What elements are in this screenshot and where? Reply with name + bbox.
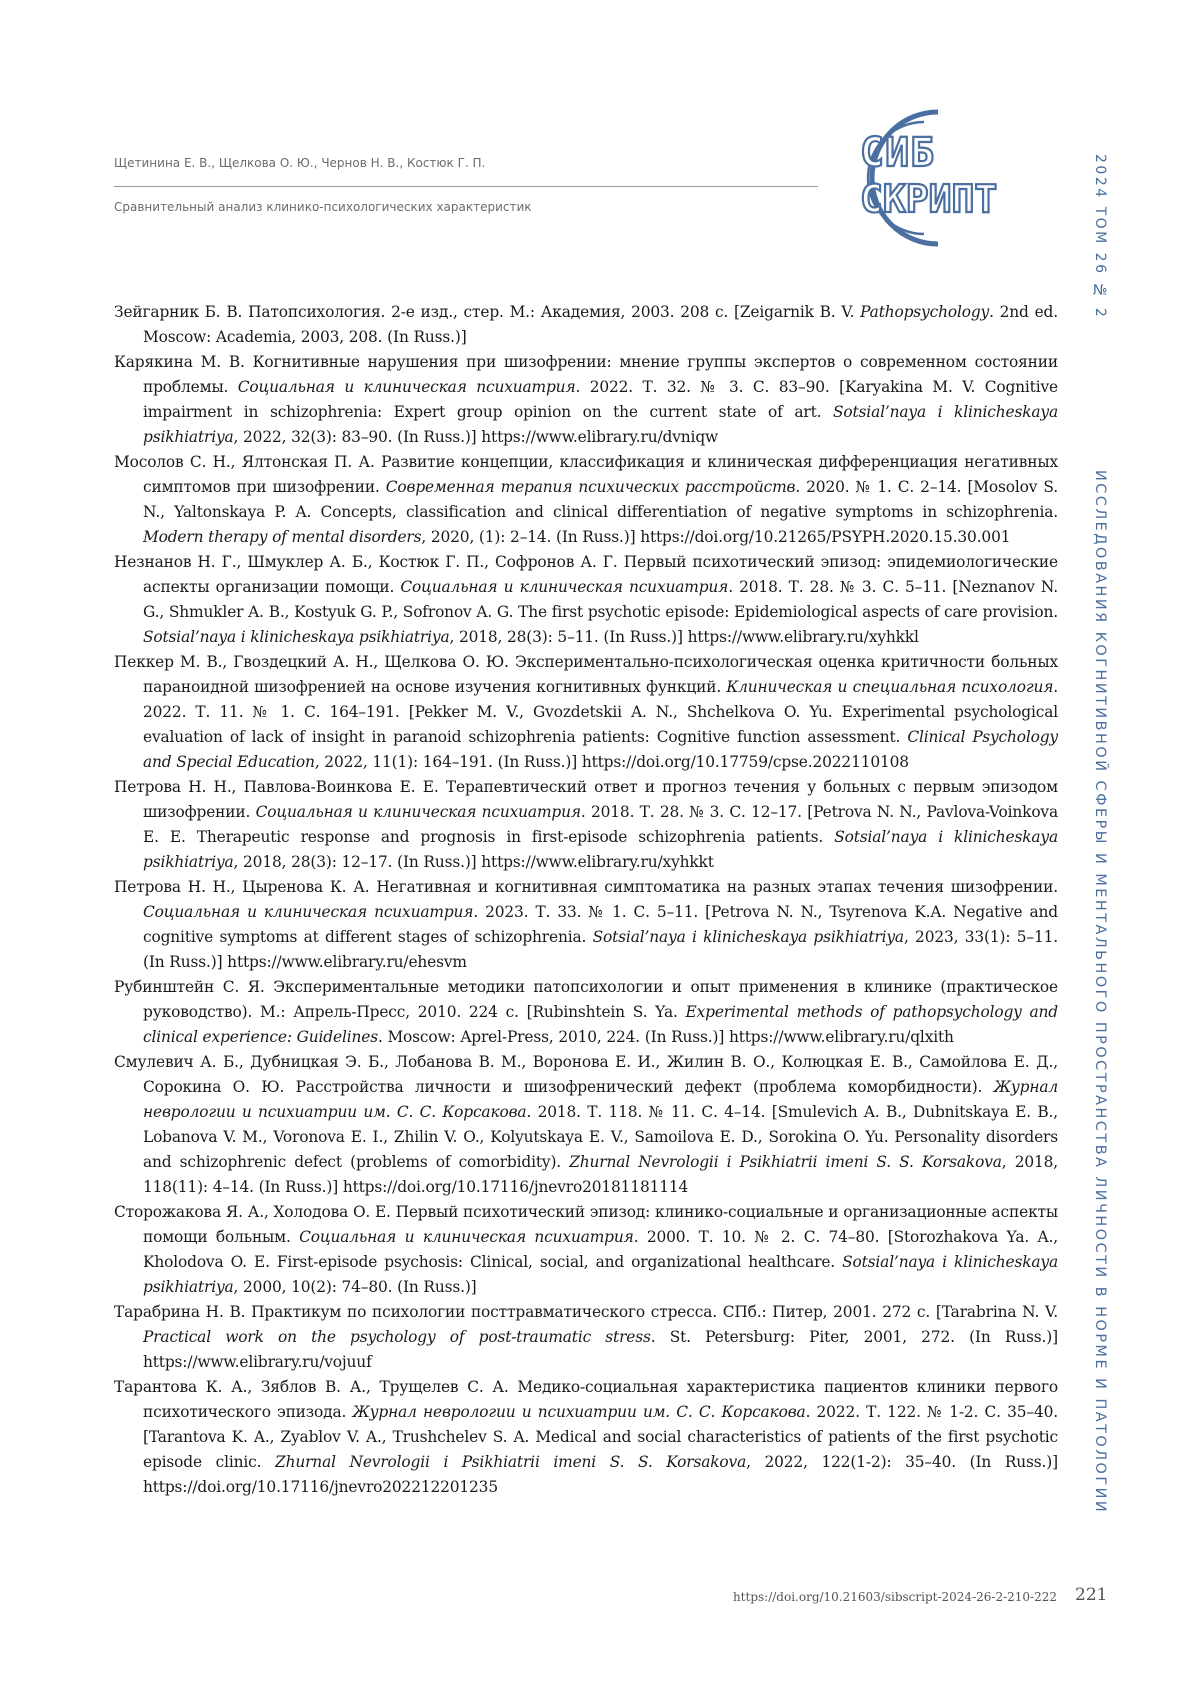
reference-italic-segment: Sotsial’naya i klinicheskaya psikhiatriya [143, 1253, 1058, 1296]
reference-italic-segment: Клиническая и специальная психология [726, 678, 1054, 696]
reference-italic-segment: Современная терапия психических расстройств [385, 478, 796, 496]
section-title: ИССЛЕДОВАНИЯ КОГНИТИВНОЙ СФЕРЫ И МЕНТАЛЬНОГО ПРОСТРАНСТВА ЛИЧНОСТИ В НОРМЕ И ПАТОЛОГИИ [1092, 470, 1108, 1515]
reference-text-segment: , 2018, 28(3): 12–17. (In Russ.)] https://www.elibrary.ru/xyhkkt [233, 853, 714, 871]
reference-item [114, 1200, 1058, 1300]
reference-text-segment: . 2023. Т. 33. № 1. С. 5–11. [Petrova N. N., Tsyrenova K.A. Negative and cognitive symptoms at different stages of schizophrenia. [143, 903, 1058, 946]
journal-issue-label: 2024 ТОМ 26 № 2 [1092, 154, 1108, 320]
reference-text-segment: . 2018. Т. 118. № 11. С. 4–14. [Smulevich A. B., Dubnitskaya E. B., Lobanova V. M., Voronova E. I., Zhilin V. O., Kolyutskaya E. V., Samoilova E. D., Sorokina O. Yu. Personality disorders and schizophrenic defect (problems of comorbidity). [143, 1103, 1058, 1171]
reference-italic-segment: Sotsial’naya i klinicheskaya psikhiatriya [143, 828, 1058, 871]
reference-item [114, 775, 1058, 875]
reference-text-segment: Петрова Н. Н., Павлова-Воинкова Е. Е. Терапевтический ответ и прогноз течения у больных с первым эпизодом шизофрении. [114, 778, 1058, 821]
reference-item [114, 300, 1058, 350]
reference-text-segment: Смулевич А. Б., Дубницкая Э. Б., Лобанова В. М., Воронова Е. И., Жилин В. О., Колюцкая Е. В., Самойлова Е. Д., Сорокина О. Ю. Расстройства личности и шизофренический дефект (проблема коморбидности). [114, 1053, 1058, 1096]
reference-text-segment: , 2018, 118(11): 4–14. (In Russ.)] https://doi.org/10.17116/jnevro20181181114 [143, 1153, 1059, 1196]
reference-text-segment: Сторожакова Я. А., Холодова О. Е. Первый психотический эпизод: клинико-социальные и организационные аспекты помощи больным. [114, 1203, 1058, 1246]
journal-logo [820, 104, 1070, 254]
reference-item [114, 975, 1058, 1050]
reference-italic-segment: Sotsial’naya i klinicheskaya psikhiatriya [143, 628, 450, 646]
reference-text-segment: . 2018. Т. 28. № 3. С. 5–11. [Neznanov N. G., Shmukler A. B., Kostyuk G. P., Sofronov A. G. The first psychotic episode: Epidemiological aspects of care provision. [143, 578, 1058, 621]
sidebar [1082, 0, 1122, 1697]
reference-italic-segment: Sotsial’naya i klinicheskaya psikhiatriya [592, 928, 904, 946]
reference-text-segment: , 2000, 10(2): 74–80. (In Russ.)] [233, 1278, 477, 1296]
running-header-subtitle: Сравнительный анализ клинико-психологических характеристик [114, 200, 532, 214]
reference-item [114, 350, 1058, 450]
reference-text-segment: . 2018. Т. 28. № 3. С. 12–17. [Petrova N. N., Pavlova-Voinkova E. E. Therapeutic response and prognosis in first-episode schizophrenia patients. [143, 803, 1059, 846]
reference-text-segment: . 2022. Т. 32. № 3. С. 83–90. [Karyakina M. V. Cognitive impairment in schizophrenia: Expert group opinion on the current state of art. [143, 378, 1058, 421]
reference-item [114, 550, 1058, 650]
reference-italic-segment: Социальная и клиническая психиатрия [255, 803, 581, 821]
reference-text-segment: Тарантова К. А., Зяблов В. А., Трущелев С. А. Медико-социальная характеристика пациентов клиники первого психотического эпизода. [114, 1378, 1058, 1421]
reference-text-segment: , 2022, 32(3): 83–90. (In Russ.)] https://www.elibrary.ru/dvniqw [233, 428, 719, 446]
reference-item [114, 450, 1058, 550]
page-number: 221 [1075, 1585, 1108, 1605]
reference-italic-segment: Pathopsychology [860, 303, 990, 321]
reference-italic-segment: Журнал неврологии и психиатрии им. С. С. Корсакова [143, 1078, 1058, 1121]
reference-italic-segment: Sotsial’naya i klinicheskaya psikhiatriya [143, 403, 1058, 446]
running-header-authors: Щетинина Е. В., Щелкова О. Ю., Чернов Н. В., Костюк Г. П. [114, 156, 486, 170]
reference-item [114, 1300, 1058, 1375]
reference-list [114, 300, 1058, 1500]
reference-italic-segment: Социальная и клиническая психиатрия [400, 578, 729, 596]
reference-text-segment: , 2018, 28(3): 5–11. (In Russ.)] https://www.elibrary.ru/xyhkkl [449, 628, 919, 646]
reference-text-segment: Мосолов С. Н., Ялтонская П. А. Развитие концепции, классификация и клиническая дифференциация негативных симптомов при шизофрении. [114, 453, 1058, 496]
reference-text-segment: , 2020, (1): 2–14. (In Russ.)] https://doi.org/10.21265/PSYPH.2020.15.30.001 [421, 528, 1011, 546]
reference-text-segment: , 2022, 11(1): 164–191. (In Russ.)] https://doi.org/10.17759/cpse.2022110108 [314, 753, 909, 771]
reference-italic-segment: Modern therapy of mental disorders [143, 528, 422, 546]
reference-text-segment: . 2000. Т. 10. № 2. С. 74–80. [Storozhakova Ya. A., Kholodova O. E. First-episode psychosis: Clinical, social, and organizational healthcare. [143, 1228, 1058, 1271]
reference-text-segment: . 2020. № 1. С. 2–14. [Mosolov S. N., Yaltonskaya P. A. Concepts, classification and clinical differentiation of negative symptoms in schizophrenia. [143, 478, 1058, 521]
reference-italic-segment: Practical work on the psychology of post-traumatic stress [143, 1328, 651, 1346]
reference-text-segment: Тарабрина Н. В. Практикум по психологии посттравматического стресса. СПб.: Питер, 2001. 272 с. [Tarabrina N. V. [114, 1303, 1058, 1321]
header-rule [114, 186, 818, 187]
reference-italic-segment: Zhurnal Nevrologii i Psikhiatrii imeni S. S. Korsakova [275, 1453, 747, 1471]
reference-text-segment: Пеккер М. В., Гвоздецкий А. Н., Щелкова О. Ю. Экспериментально-психологическая оценка критичности больных параноидной шизофренией на основе изучения когнитивных функций. [114, 653, 1058, 696]
reference-italic-segment: Experimental methods of pathopsychology and clinical experience: Guidelines [143, 1003, 1058, 1046]
reference-text-segment: . 2022. Т. 11. № 1. С. 164–191. [Pekker M. V., Gvozdetskii A. N., Shchelkova O. Yu. Experimental psychological evaluation of lack of insight in paranoid schizophrenia patients: Cognitive function assessment. [143, 678, 1058, 746]
reference-text-segment: . St. Petersburg: Piter, 2001, 272. (In Russ.)] https://www.elibrary.ru/vojuuf [143, 1328, 1058, 1371]
reference-italic-segment: Социальная и клиническая психиатрия [299, 1228, 634, 1246]
reference-item [114, 1375, 1058, 1500]
reference-item [114, 650, 1058, 775]
reference-text-segment: Карякина М. В. Когнитивные нарушения при шизофрении: мнение группы экспертов о современном состоянии проблемы. [114, 353, 1058, 396]
reference-italic-segment: Zhurnal Nevrologii i Psikhiatrii imeni S. S. Korsakova [569, 1153, 1002, 1171]
reference-text-segment: . Moscow: Aprel-Press, 2010, 224. (In Russ.)] https://www.elibrary.ru/qlxith [377, 1028, 954, 1046]
reference-text-segment: Незнанов Н. Г., Шмуклер А. Б., Костюк Г. П., Софронов А. Г. Первый психотический эпизод: эпидемиологические аспекты организации помощи. [114, 553, 1058, 596]
reference-text-segment: Петрова Н. Н., Цыренова К. А. Негативная и когнитивная симптоматика на разных этапах течения шизофрении. [114, 878, 1058, 896]
reference-text-segment: Рубинштейн С. Я. Экспериментальные методики патопсихологии и опыт применения в клинике (практическое руководство). М.: Апрель-Пресс, 2010. 224 с. [Rubinshtein S. Ya. [114, 978, 1058, 1021]
reference-text-segment: , 2023, 33(1): 5–11. (In Russ.)] https://www.elibrary.ru/ehesvm [143, 928, 1058, 971]
reference-italic-segment: Социальная и клиническая психиатрия [143, 903, 474, 921]
reference-italic-segment: Clinical Psychology and Special Education [143, 728, 1058, 771]
reference-text-segment: . 2nd ed. Moscow: Academia, 2003, 208. (In Russ.)] [143, 303, 1058, 346]
logo-text-line2: СКРИПТ [860, 177, 998, 221]
reference-italic-segment: Журнал неврологии и психиатрии им. С. С. Корсакова [352, 1403, 806, 1421]
reference-item [114, 1050, 1058, 1200]
reference-item [114, 875, 1058, 975]
reference-text-segment: , 2022, 122(1-2): 35–40. (In Russ.)] https://doi.org/10.17116/jnevro202212201235 [143, 1453, 1058, 1496]
reference-italic-segment: Социальная и клиническая психиатрия [237, 378, 576, 396]
reference-text-segment: Зейгарник Б. В. Патопсихология. 2-е изд., стер. М.: Академия, 2003. 208 с. [Zeigarnik B. V. [114, 303, 861, 321]
footer-doi[interactable]: https://doi.org/10.21603/sibscript-2024-26-2-210-222 [732, 1590, 1057, 1604]
logo-text-line1: СИБ [860, 130, 936, 176]
reference-text-segment: . 2022. Т. 122. № 1-2. С. 35–40. [Tarantova K. A., Zyablov V. A., Trushchelev S. A. Medical and social characteristics of patients of the first psychotic episode clinic. [143, 1403, 1058, 1471]
